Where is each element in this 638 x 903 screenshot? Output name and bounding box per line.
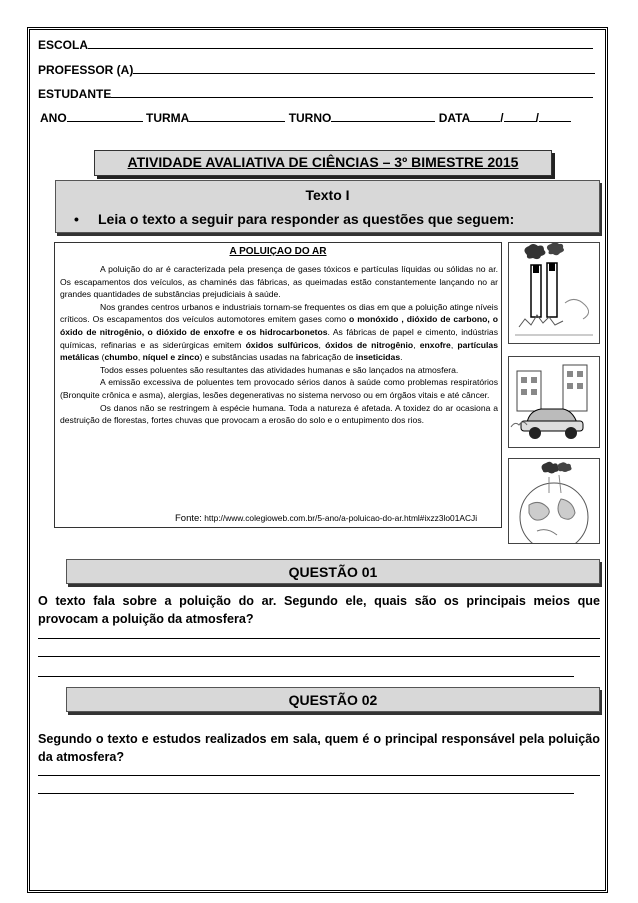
text-run: , [318, 339, 326, 350]
answer-line-q2-1[interactable] [38, 775, 600, 776]
text-run: Nos grandes centros urbanos e industriais tornam-se frequentes os dias em que a poluição atinge níveis críticos. Os escapamentos dos veículos automotores emitem gases como [60, 301, 498, 325]
data-year-input[interactable] [539, 110, 571, 122]
bold-run: enxofre [419, 339, 451, 350]
article-source [175, 513, 477, 524]
professor-label: PROFESSOR (A) [38, 63, 134, 77]
polluted-earth-icon [508, 458, 600, 544]
turno-input[interactable] [331, 110, 435, 122]
questao-02-label: QUESTÃO 02 [288, 692, 378, 708]
turma-input[interactable] [189, 110, 285, 122]
text-run: , [450, 339, 458, 350]
ano-input[interactable] [67, 110, 143, 122]
questao-02-text: Segundo o texto e estudos realizados em sala, quem é o principal responsável pela poluição da atmosfera? [38, 732, 600, 764]
article-paragraph: Os danos não se restringem à espécie humana. Toda a natureza é afetada. A toxidez do ar ocasiona a destruição de florestas, fortes chuvas que provocam a erosão do solo e o entupimento dos rios. [60, 402, 498, 426]
data-label: DATA [438, 111, 471, 125]
data-month-input[interactable] [504, 110, 536, 122]
escola-label: ESCOLA [38, 38, 89, 52]
bold-run: óxidos sulfúricos [245, 339, 319, 350]
text-run: , [137, 352, 143, 363]
ano-label: ANO [40, 111, 67, 125]
texto-label: Texto I [305, 187, 350, 203]
factory-chimneys-icon [508, 242, 600, 344]
bullet-icon: • [74, 211, 79, 227]
answer-line-q2-2[interactable] [38, 793, 574, 794]
answer-line-q1-2[interactable] [38, 656, 600, 657]
text-run: . [400, 352, 403, 363]
data-day-input[interactable] [470, 110, 500, 122]
text-run: ( [99, 352, 105, 363]
car-pollution-icon [508, 356, 600, 448]
article-box [54, 242, 502, 528]
instruction-line [74, 211, 514, 227]
activity-title-box [94, 150, 552, 176]
professor-field[interactable] [38, 62, 595, 77]
article-paragraph [60, 301, 498, 364]
answer-line-q1-1[interactable] [38, 638, 600, 639]
bold-run: inseticidas [355, 352, 401, 363]
article-paragraph: A poluição do ar é caracterizada pela presença de gases tóxicos e partículas líquidas ou sólidas no ar. Os escapamentos dos veículos, as chaminés das fábricas, as queimadas estão constantemente lançando no ar grandes quantidades de substâncias prejudiciais à saúde. [60, 264, 498, 300]
text-run: . As fábricas de papel e cimento, indústrias químicas, refinarias e as siderúrgicas emitem [60, 326, 499, 350]
text-run: ) e substâncias usadas na fabricação de [199, 352, 356, 363]
questao-02-banner [66, 687, 600, 712]
bold-run: partículas metálicas [60, 339, 498, 363]
estudante-label: ESTUDANTE [38, 87, 112, 101]
texto-banner [55, 180, 600, 233]
article-paragraph: Todos esses poluentes são resultantes das atividades humanas e são lançados na atmosfera. [100, 364, 459, 375]
questao-01-label: QUESTÃO 01 [288, 564, 378, 580]
turma-label: TURMA [146, 111, 190, 125]
bold-run: níquel e zinco [142, 352, 200, 363]
date-separator-1: / [500, 111, 504, 125]
bold-run: o monóxido , dióxido de carbono, o óxido de nitrogênio, o dióxido de enxofre e os hidrocarbonetos [60, 314, 498, 337]
questao-01-banner [66, 559, 600, 584]
source-link[interactable]: http://www.colegioweb.com.br/5-ano/a-poluicao-do-ar.html#ixzz3lo01ACJi [204, 513, 478, 523]
bold-run: óxidos de nitrogênio [325, 339, 414, 350]
text-run: , [413, 339, 420, 350]
article-title: A POLUIÇAO DO AR [229, 246, 327, 257]
estudante-field[interactable] [38, 86, 593, 101]
article-paragraph: A emissão excessiva de poluentes tem provocado sérios danos à saúde como problemas respiratórios (Bronquite crônica e asma), alergias, lesões degenerativas no sistema nervoso ou em órgãos vitais e até câncer. [60, 377, 498, 400]
source-label: Fonte: [175, 513, 202, 524]
questao-01-text: O texto fala sobre a poluição do ar. Segundo ele, quais são os principais meios que provocam a poluição da atmosfera? [38, 594, 600, 626]
activity-title: ATIVIDADE AVALIATIVA DE CIÊNCIAS – 3º BIMESTRE 2015 [127, 154, 519, 170]
bold-run: chumbo [104, 352, 138, 363]
answer-line-q1-3[interactable] [38, 676, 574, 677]
article-body [60, 263, 498, 427]
ano-turma-turno-data-row [40, 110, 571, 125]
instruction-text: Leia o texto a seguir para responder as questões que seguem: [98, 211, 515, 227]
escola-field[interactable] [38, 37, 593, 52]
turno-label: TURNO [288, 111, 332, 125]
date-separator-2: / [535, 111, 539, 125]
